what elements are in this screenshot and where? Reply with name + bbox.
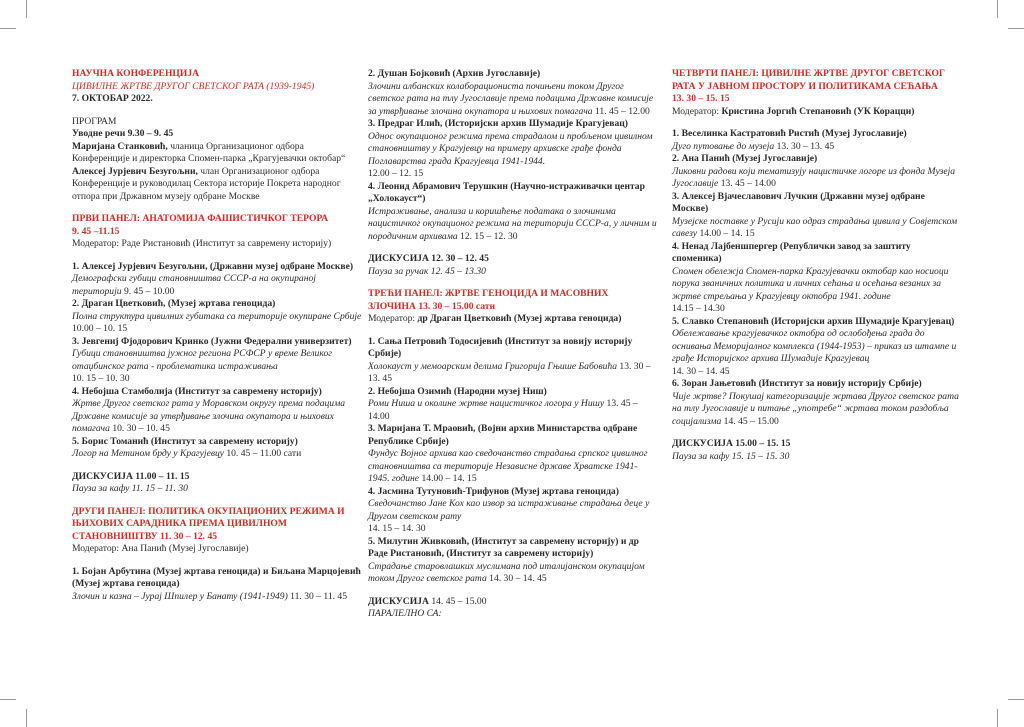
conference-title: НАУЧНА КОНФЕРЕНЦИЈА	[72, 68, 200, 79]
break-4: Пауза за кафу 15. 15 – 15. 30	[672, 450, 790, 462]
talk-3-1-speaker: 1. Сања Петровић Тодосијевић (Институт за новију историју Србије)	[368, 335, 633, 359]
panel-4-moderator: Модератор: Кристина Јоргић Степановић (УК Корацци)	[672, 105, 915, 117]
talk-3-3: Фундус Војног архива као сведочанство страдања српског цивилног становништва са територије Независне државе Хрватске 1941-1945. године 14.00 – 14. 15	[368, 448, 648, 484]
talk-1-2: Полна структура цивилних губитака са територије окупиране Србије 10.00 – 10. 15	[72, 310, 362, 334]
talk-3-4: Сведочанство Јане Кох као извор за истраживање страдања деце у Другом светском рату 14. 15 – 14. 30	[368, 498, 650, 534]
panel-2-moderator: Модератор: Ана Панић (Музеј Југославије)	[72, 543, 249, 554]
panel-1-heading: ПРВИ ПАНЕЛ: АНАТОМИЈА ФАШИСТИЧКОГ ТЕРОРА 9. 45 –11.15	[72, 213, 328, 237]
talk-4-2: Ликовни радови који тематизују нацистичке логоре из фонда Музеја Југославије 13. 45 – 14.00	[672, 165, 956, 189]
talk-1-1: Демографски губици становништва СССР-а на окупираној територији 9. 45 – 10.00	[72, 273, 316, 297]
conference-subtitle: ЦИВИЛНЕ ЖРТВЕ ДРУГОГ СВЕТСКОГ РАТА (1939-1945)	[72, 80, 315, 92]
talk-4-5-speaker: 5. Славко Степановић (Историјски архив Шумадије Крагујевац)	[672, 315, 955, 327]
talk-3-4-speaker: 4. Јасмина Тутуновић-Трифунов (Музеј жртава геноцида)	[368, 485, 619, 497]
talk-1-1-speaker: 1. Алексеј Јурјевич Безугољни, (Државни музеј одбране Москве)	[72, 260, 354, 272]
panel-4-heading: ЧЕТВРТИ ПАНЕЛ: ЦИВИЛНЕ ЖРТВЕ ДРУГОГ СВЕТСКОГ РАТА У ЈАВНОМ ПРОСТОРУ И ПОЛИТИКАМА СЕЋАЊА 13. 30 – 15. 15	[672, 68, 946, 104]
crop-mark-top-right-v	[997, 0, 998, 18]
break-2: Пауза за ручак 12. 45 – 13.30	[368, 265, 486, 277]
talk-3-5: Страдање старовлашких муслимана под италијанском окупацијом током Другог светског рата 14. 30 – 14. 45	[368, 560, 645, 584]
talk-4-3-speaker: 3. Алексеј Вјачеславович Лучкин (Државни музеј одбране Москве)	[672, 190, 925, 214]
crop-mark-bottom-left-h	[0, 699, 16, 700]
talk-3-2: Роми Ниша и околине жртве нацистичког логора у Нишу 13. 45 – 14.00	[368, 398, 638, 422]
crop-mark-bottom-right-v	[997, 709, 998, 727]
break-1: Пауза за кафу 11. 15 – 11. 30	[72, 483, 188, 494]
talk-1-4-speaker: 4. Небојша Стамболија (Институт за савремену историју)	[72, 385, 322, 397]
talk-3-1: Холокауст у мемоарским делима Григорија Гњише Бабовића 13. 30 – 13. 45	[368, 360, 651, 384]
talk-4-1: Дуго путовање до музеја 13. 30 – 13. 45	[672, 140, 835, 152]
talk-4-4-speaker: 4. Ненад Лајбеншпергер (Републички завод за заштиту споменика)	[672, 240, 911, 264]
panel-3-moderator: Модератор: др Драган Цветковић (Музеј жртава геноцида)	[368, 313, 622, 324]
opening-remarks: Уводне речи 9.30 – 9. 45	[72, 128, 174, 139]
talk-1-3: Губици становништва јужног региона РСФСР у време Великог отаџбинског рата - проблематика истраживања 10. 15 – 10. 30	[72, 348, 332, 384]
talk-2-3: Однос окупационог режима према страдалом и пробљеном цивилном становништву у Крагујевцу на примеру архивске грађе фонда Поглаварства града Крагујевца 1941-1944. 12.00 – 12. 15	[368, 130, 653, 179]
discussion-3: ДИСКУСИЈА 14. 45 – 15.00	[368, 595, 487, 607]
talk-2-4-speaker: 4. Леонид Абрамович Терушкин (Научно-истраживачки центар „Холокауст“)	[368, 180, 645, 204]
talk-4-3: Музејске поставке у Русији као одраз страдања цивила у Совјетском савезу 14.00 – 14. 15	[672, 215, 958, 239]
discussion-2: ДИСКУСИЈА 12. 30 – 12. 45	[368, 253, 489, 264]
talk-4-2-speaker: 2. Ана Панић (Музеј Југославије)	[672, 153, 818, 164]
crop-mark-top-left-v	[26, 0, 27, 18]
panel-1-moderator: Модератор: Раде Ристановић (Институт за савремену историју)	[72, 238, 332, 249]
conference-date: 7. ОКТОБАР 2022.	[72, 93, 153, 104]
talk-2-1-speaker: 1. Бојан Арбутина (Музеј жртава геноцида) и Биљана Марцојевић (Музеј жртава геноцида)	[72, 565, 361, 589]
crop-mark-top-right-h	[1008, 28, 1024, 29]
speaker-1: Маријана Станковић, чланица Организационог одбора Конференције и директорка Спомен-парка „Крагујевачки октобар“	[72, 140, 346, 164]
column-1	[72, 68, 362, 603]
talk-2-2: Злочини албанских колаборациониста почињени током Другог светског рата на тлу Југославије према подацима Државне комисије за утврђивање злочина окупатора и њихових помагача 11. 45 – 12.00	[368, 80, 654, 117]
talk-4-6: Чије жртве? Покушај категоризације жртава Другог светског рата на тлу Југославије и питање „употребе“ жртава током раздобља социјализма 14. 45 – 15.00	[672, 390, 959, 427]
talk-2-3-speaker: 3. Предраг Илић, (Историјски архив Шумадије Крагујевац)	[368, 118, 628, 129]
panel-2-heading: ДРУГИ ПАНЕЛ: ПОЛИТИКА ОКУПАЦИОНИХ РЕЖИМА И ЊИХОВИХ САРАДНИКА ПРЕМА ЦИВИЛНОМ СТАНОВНИШТВУ 11. 30 – 12. 45	[72, 505, 345, 542]
talk-4-5: Обележавање крагујевачког октобра од ослобођења града до оснивања Меморијалног комплекса (1944-1953) – приказ из штампе и грађе Историјског архива Шумадије Крагујевац 14. 30 – 14. 45	[672, 328, 957, 377]
talk-4-6-speaker: 6. Зоран Јањетовић (Институт за новију историју Србије)	[672, 378, 922, 389]
column-3	[672, 68, 962, 463]
talk-4-4: Спомен обележја Спомен-парка Крагујевачки октобар као носиоци порука званичних политика и личних сећања и осећања везаних за жртве стрељања у Крагујевцу октобра 1941. године 14.15 – 14.30	[672, 265, 949, 314]
crop-mark-bottom-left-v	[26, 709, 27, 727]
talk-2-4: Истраживање, анализа и коришћење података о злочинима нацистичког окупационог режима на територији СССР-а, у личним и породичним архивама 12. 15 – 12. 30	[368, 205, 657, 242]
discussion-1: ДИСКУСИЈА 11.00 – 11. 15	[72, 470, 190, 482]
crop-mark-top-left-h	[0, 28, 16, 29]
panel-3-heading: ТРЕЋИ ПАНЕЛ: ЖРТВЕ ГЕНОЦИДА И МАСОВНИХ ЗЛОЧИНА 13. 30 – 15.00 сати	[368, 288, 609, 312]
talk-2-1: Злочин и казна – Јурај Шпилер у Банату (1941-1949) 11. 30 – 11. 45	[72, 590, 348, 602]
talk-3-2-speaker: 2. Небојша Озимић (Народни музеј Ниш)	[368, 385, 547, 397]
program-label: ПРОГРАМ	[72, 115, 117, 127]
talk-1-3-speaker: 3. Јевгениј Фјодорович Кринко (Јужни Федерални универзитет)	[72, 335, 352, 347]
talk-4-1-speaker: 1. Веселинка Кастратовић Ристић (Музеј Југославије)	[672, 128, 907, 139]
talk-3-3-speaker: 3. Маријана Т. Мраовић, (Војни архив Министарства одбране Републике Србије)	[368, 423, 638, 447]
talk-1-2-speaker: 2. Драган Цветковић, (Музеј жртава геноцида)	[72, 298, 276, 309]
crop-mark-bottom-right-h	[1008, 699, 1024, 700]
discussion-4: ДИСКУСИЈА 15.00 – 15. 15	[672, 438, 791, 449]
talk-3-5-speaker: 5. Милутин Живковић, (Институт за савремену историју) и др Раде Ристановић, (Институт за савремену историју)	[368, 535, 639, 559]
talk-1-4: Жртве Другог светског рата у Моравском округу према подацима Државне комисије за утврђивање злочина окупатора и њихових помагача 10. 30 – 10. 45	[72, 398, 346, 434]
talk-1-5-speaker: 5. Борис Томанић (Институт за савремену историју)	[72, 435, 298, 447]
speaker-2: Алексеј Јурјевич Безугољни, члан Организационог одбора Конференције и руководилац Сектора историје Покрета народног отпора при Државном музеју одбране Москве	[72, 165, 341, 202]
talk-2-2-speaker: 2. Душан Бојковић (Архив Југославије)	[368, 68, 541, 79]
talk-1-5: Логор на Метином брду у Крагујевцу 10. 45 – 11.00 сати	[72, 448, 302, 459]
parallel-with: ПАРАЛЕЛНО СА:	[368, 608, 442, 619]
column-2	[368, 68, 658, 621]
